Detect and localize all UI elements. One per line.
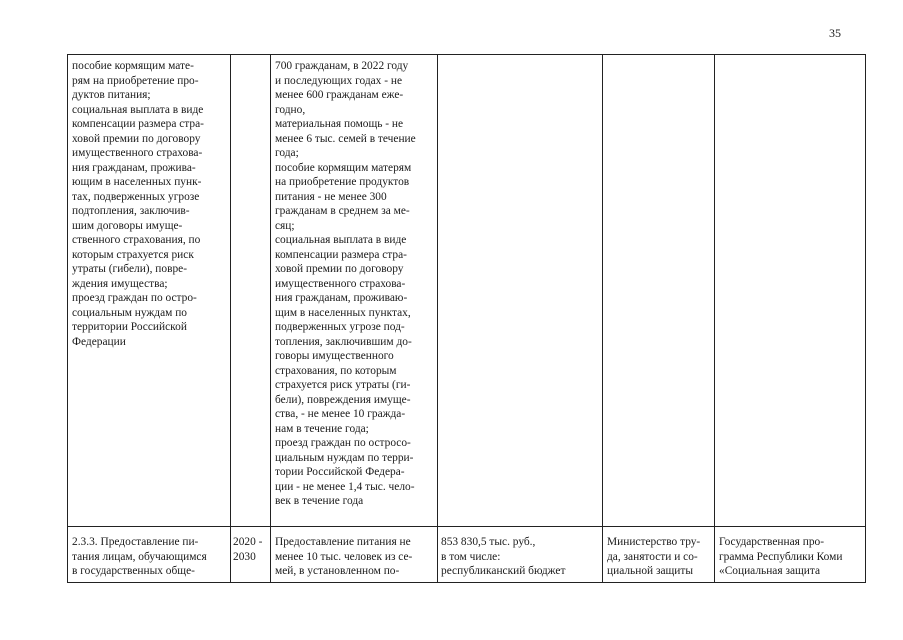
row-2-3-3-responsible-cell: Министерство тру- да, занятости и со- циальной защиты	[607, 536, 701, 577]
column-border	[602, 54, 603, 583]
continued-row-measures-cell: пособие кормящим мате- рям на приобретение про- дуктов питания; социальная выплата в виде компенсации размера стра- ховой премии по договору имущественного страхова- ния гражданам, прожива- ющим в населенных пунк- тах, подверженных угрозе подтопления, заключив- шим договоры имуще- ственного страхования, по которым страхуется риск утраты (гибели), повре- ждения имущества; проезд граждан по остро- социальным нуждам по территории Российской Федерации	[72, 60, 204, 348]
row-2-3-3-funding-cell: 853 830,5 тыс. руб., в том числе: республиканский бюджет	[441, 536, 566, 577]
column-border	[437, 54, 438, 583]
table-top-border	[67, 54, 866, 55]
row-separator	[67, 526, 866, 527]
column-border	[230, 54, 231, 583]
column-border	[714, 54, 715, 583]
row-2-3-3-period-cell: 2020 - 2030	[233, 536, 263, 563]
page-number: 35	[829, 26, 841, 40]
column-border	[865, 54, 866, 583]
row-2-3-3-measure-cell: 2.3.3. Предоставление пи- тания лицам, обучающимся в государственных обще-	[72, 536, 207, 577]
column-border	[270, 54, 271, 583]
table-bottom-border	[67, 582, 866, 583]
continued-row-results-cell: 700 гражданам, в 2022 году и последующих годах - не менее 600 гражданам еже- годно, материальная помощь - не менее 6 тыс. семей в течение года; пособие кормящим матерям на приобретение продуктов питания - не менее 300 гражданам в среднем за ме- сяц; социальная выплата в виде компенсации размера стра- ховой премии по договору имущественного страхова- ния гражданам, проживаю- щим в населенных пунктах, подверженных угрозе под- топления, заключившим до- говоры имущественного страхования, по которым страхуется риск утраты (ги- бели), повреждения имуще- ства, - не менее 10 гражда- нам в течение года; проезд граждан по остросо- циальным нуждам по терри- тории Российской Федера- ции - не менее 1,4 тыс. чело- век в течение года	[275, 60, 416, 507]
row-2-3-3-result-cell: Предоставление питания не менее 10 тыс. человек из се- мей, в установленном по-	[275, 536, 413, 577]
column-border	[67, 54, 68, 583]
row-2-3-3-program-cell: Государственная про- грамма Республики Коми «Социальная защита	[719, 536, 843, 577]
